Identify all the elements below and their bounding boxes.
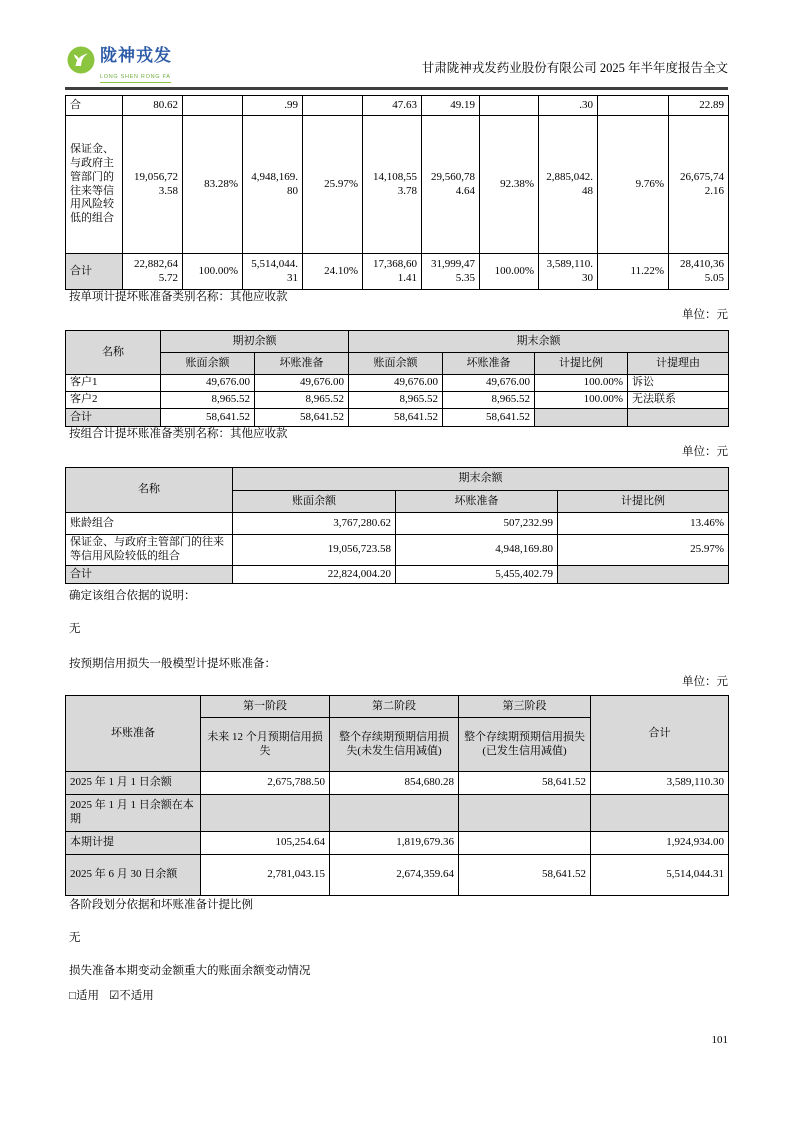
cell: 49,676.00: [349, 375, 443, 392]
total-label-cell: 合计: [66, 409, 161, 427]
cell: 105,254.64: [201, 832, 330, 855]
cell: [183, 96, 243, 116]
header-cell: 计提比例: [535, 353, 628, 375]
cell: 100.00%: [183, 254, 243, 290]
header-cell: 第二阶段: [330, 696, 459, 718]
checkbox-checked-icon: ☑: [108, 990, 120, 1002]
row-label-cell: 2025 年 6 月 30 日余额: [66, 855, 201, 896]
table-row: [66, 535, 729, 566]
header-cell: 未来 12 个月预期信用损失: [201, 718, 330, 772]
cell: 2,674,359.64: [330, 855, 459, 896]
caption-ecl-model: 按预期信用损失一般模型计提坏账准备：: [69, 658, 276, 670]
cell: 2,675,788.50: [201, 772, 330, 795]
cell: 4,948,169.80: [243, 116, 303, 254]
header-cell: 整个存续期预期信用损失(已发生信用减值): [459, 718, 591, 772]
table-row: [66, 116, 729, 254]
cell: 19,056,723.58: [123, 116, 183, 254]
cell: 58,641.52: [443, 409, 535, 427]
unit-label: 单位：元: [682, 446, 728, 458]
cell: 83.28%: [183, 116, 243, 254]
cell: 5,514,044.31: [591, 855, 729, 896]
cell: 3,589,110.30: [539, 254, 598, 290]
table-row: [66, 409, 729, 427]
cell: .99: [243, 96, 303, 116]
cell: [535, 409, 628, 427]
cell: 8,965.52: [255, 392, 349, 409]
checkbox-na-label: 不适用: [119, 990, 154, 1002]
table-row: [66, 772, 729, 795]
cell: [303, 96, 363, 116]
cell: 13.46%: [558, 513, 729, 535]
company-logo: [67, 46, 172, 83]
cell: 1,819,679.36: [330, 832, 459, 855]
portfolio-provision-table: [65, 467, 729, 584]
table-row: [66, 392, 729, 409]
cell: 49.19: [422, 96, 480, 116]
cell: 2,781,043.15: [201, 855, 330, 896]
cell: 26,675,742.16: [669, 116, 729, 254]
table-row: [66, 375, 729, 392]
cell: 100.00%: [480, 254, 539, 290]
note-stage-division-title: 各阶段划分依据和坏账准备计提比例: [69, 899, 253, 911]
header-cell: 账面余额: [233, 491, 396, 513]
row-label-cell: 保证金、与政府主管部门的往来等信用风险较低的组合: [66, 535, 233, 566]
cell: [558, 566, 729, 584]
cell: 49,676.00: [443, 375, 535, 392]
cell: 2,885,042.48: [539, 116, 598, 254]
cell: 11.22%: [598, 254, 669, 290]
applicability-checkbox-line: [69, 989, 154, 1004]
cell: 58,641.52: [459, 855, 591, 896]
cell: 100.00%: [535, 392, 628, 409]
checkbox-apply-group: [69, 989, 99, 1004]
cell: 3,767,280.62: [233, 513, 396, 535]
table-row: [66, 795, 729, 832]
cell: 1,924,934.00: [591, 832, 729, 855]
header-cell: 坏账准备: [255, 353, 349, 375]
report-header: [65, 44, 728, 90]
cell: 58,641.52: [161, 409, 255, 427]
page-number: 101: [711, 1034, 728, 1046]
note-basis-body: 无: [69, 623, 81, 635]
cell: [628, 409, 729, 427]
row-label-cell: 账龄组合: [66, 513, 233, 535]
note-stage-division-body: 无: [69, 932, 81, 944]
unit-label: 单位：元: [682, 676, 728, 688]
header-cell: 第一阶段: [201, 696, 330, 718]
table-row: [66, 96, 729, 116]
row-label-cell: 2025 年 1 月 1 日余额在本期: [66, 795, 201, 832]
table-row: [66, 254, 729, 290]
header-cell: 计提理由: [628, 353, 729, 375]
report-title: 甘肃陇神戎发药业股份有限公司 2025 年半年度报告全文: [421, 61, 728, 75]
header-cell: 合计: [591, 696, 729, 772]
cell: 14,108,553.78: [363, 116, 422, 254]
cell: 5,455,402.79: [396, 566, 558, 584]
logo-mark-icon: [67, 46, 95, 74]
row-label-cell: 本期计提: [66, 832, 201, 855]
cell: 诉讼: [628, 375, 729, 392]
logo-cn-text: 陇神戎发: [100, 46, 172, 65]
header-cell: 计提比例: [558, 491, 729, 513]
table-row: [66, 855, 729, 896]
cell: 31,999,475.35: [422, 254, 480, 290]
cell: 58,641.52: [349, 409, 443, 427]
logo-en-text: LONG SHEN RONG FA: [100, 74, 171, 83]
cell: 22.89: [669, 96, 729, 116]
table-header-row: [66, 353, 729, 375]
caption-individual-provision: 按单项计提坏账准备类别名称：其他应收款: [69, 291, 288, 303]
cell: 8,965.52: [349, 392, 443, 409]
cell: 47.63: [363, 96, 422, 116]
cell: 24.10%: [303, 254, 363, 290]
cell: 100.00%: [535, 375, 628, 392]
cell: 22,824,004.20: [233, 566, 396, 584]
cell: 80.62: [123, 96, 183, 116]
cell: 854,680.28: [330, 772, 459, 795]
header-cell: 坏账准备: [443, 353, 535, 375]
checkbox-unchecked-icon: □: [69, 990, 76, 1002]
cell: 8,965.52: [161, 392, 255, 409]
ecl-stages-table: [65, 695, 729, 896]
cell: 25.97%: [558, 535, 729, 566]
cell: 无法联系: [628, 392, 729, 409]
logo-text-block: [100, 46, 172, 83]
cell: 49,676.00: [255, 375, 349, 392]
header-cell: 账面余额: [349, 353, 443, 375]
cell: 29,560,784.64: [422, 116, 480, 254]
header-cell: 整个存续期预期信用损失(未发生信用减值): [330, 718, 459, 772]
cell: [591, 795, 729, 832]
cell: 58,641.52: [459, 772, 591, 795]
cell: .30: [539, 96, 598, 116]
table-header-row: [66, 331, 729, 353]
checkbox-na-group: [109, 989, 154, 1004]
cell: 9.76%: [598, 116, 669, 254]
cell: 28,410,365.05: [669, 254, 729, 290]
row-label-cell: 2025 年 1 月 1 日余额: [66, 772, 201, 795]
header-cell: 账面余额: [161, 353, 255, 375]
cell: [459, 795, 591, 832]
cell: 22,882,645.72: [123, 254, 183, 290]
cell: [598, 96, 669, 116]
cell: [480, 96, 539, 116]
caption-portfolio-provision: 按组合计提坏账准备类别名称：其他应收款: [69, 428, 288, 440]
customer-provision-table: [65, 330, 729, 427]
cell: 49,676.00: [161, 375, 255, 392]
row-label-cell: 客户1: [66, 375, 161, 392]
cell: [459, 832, 591, 855]
total-label-cell: 合计: [66, 254, 123, 290]
cell: [330, 795, 459, 832]
header-cell: 名称: [66, 468, 233, 513]
header-cell: 期末余额: [349, 331, 729, 353]
header-cell: 期初余额: [161, 331, 349, 353]
cell: 4,948,169.80: [396, 535, 558, 566]
provision-continuation-table: [65, 95, 729, 290]
cell: 合: [66, 96, 123, 116]
table-row: [66, 513, 729, 535]
cell: 3,589,110.30: [591, 772, 729, 795]
header-cell: 期末余额: [233, 468, 729, 491]
row-label-cell: 客户2: [66, 392, 161, 409]
note-basis-title: 确定该组合依据的说明：: [69, 590, 196, 602]
cell: 19,056,723.58: [233, 535, 396, 566]
row-label-cell: 保证金、与政府主管部门的往来等信用风险较低的组合: [66, 116, 123, 254]
header-cell: 坏账准备: [66, 696, 201, 772]
total-label-cell: 合计: [66, 566, 233, 584]
cell: 8,965.52: [443, 392, 535, 409]
header-cell: 第三阶段: [459, 696, 591, 718]
cell: 5,514,044.31: [243, 254, 303, 290]
cell: [201, 795, 330, 832]
table-row: [66, 832, 729, 855]
cell: 92.38%: [480, 116, 539, 254]
checkbox-apply-label: 适用: [75, 990, 99, 1002]
unit-label: 单位：元: [682, 309, 728, 321]
note-loss-change-title: 损失准备本期变动金额重大的账面余额变动情况: [69, 965, 311, 977]
table-header-row: [66, 468, 729, 491]
table-header-row: [66, 696, 729, 718]
cell: 58,641.52: [255, 409, 349, 427]
header-cell: 坏账准备: [396, 491, 558, 513]
cell: 507,232.99: [396, 513, 558, 535]
cell: 25.97%: [303, 116, 363, 254]
cell: 17,368,601.41: [363, 254, 422, 290]
table-row: [66, 566, 729, 584]
header-cell: 名称: [66, 331, 161, 375]
